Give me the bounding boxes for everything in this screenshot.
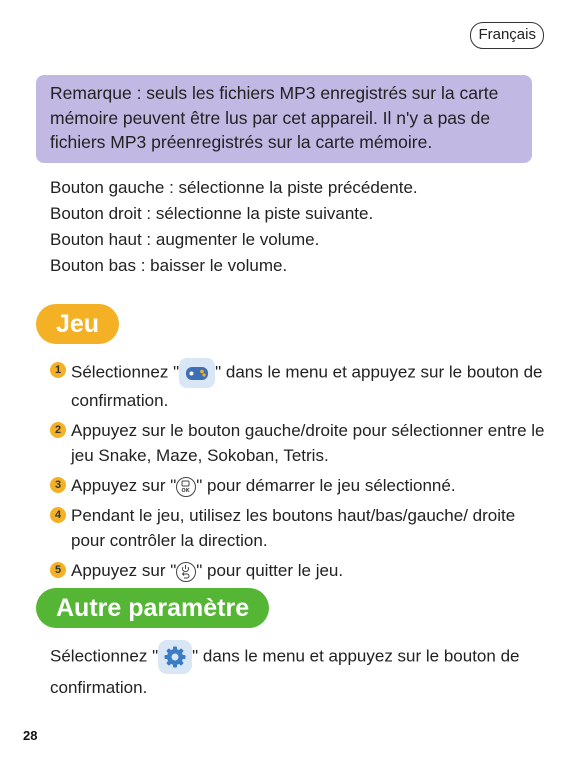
gamepad-icon xyxy=(179,358,215,388)
button-down-desc: Bouton bas : baisser le volume. xyxy=(50,256,288,275)
power-back-icon xyxy=(176,562,196,582)
button-right-desc: Bouton droit : sélectionne la piste suivante. xyxy=(50,204,374,223)
buttons-list xyxy=(50,175,418,279)
step-2: 2 Appuyez sur le bouton gauche/droite pour sélectionner entre le jeu Snake, Maze, Sokoban, Tetris. xyxy=(50,418,550,468)
note-box: Remarque : seuls les fichiers MP3 enregistrés sur la carte mémoire peuvent être lus par cet appareil. Il n'y a pas de fichiers MP3 préenregistrés sur la carte mémoire. xyxy=(36,75,532,163)
section-title-autre-parametre: Autre paramètre xyxy=(36,588,269,628)
button-left-desc: Bouton gauche : sélectionne la piste précédente. xyxy=(50,178,418,197)
page-number: 28 xyxy=(23,728,38,743)
autre-parametre-text: Sélectionnez " " dans le menu et appuyez sur le bouton de confirmation. xyxy=(50,640,550,701)
step-5: 5 Appuyez sur " " pour quitter le jeu. xyxy=(50,558,550,583)
button-up-desc: Bouton haut : augmenter le volume. xyxy=(50,230,320,249)
ok-button-icon xyxy=(176,477,196,497)
step-number: 5 xyxy=(50,562,66,578)
language-badge: Français xyxy=(470,22,544,49)
section-title-jeu: Jeu xyxy=(36,304,119,344)
step-3: 3 Appuyez sur " OK " pour démarrer le jeu sélectionné. xyxy=(50,473,550,498)
step-1: 1 Sélectionnez " " dans le menu et appuyez sur le bouton de confirmation. xyxy=(50,358,550,413)
settings-icon xyxy=(158,640,192,674)
ok-label: OK xyxy=(181,487,190,494)
step-number: 3 xyxy=(50,477,66,493)
jeu-steps xyxy=(50,358,550,588)
step-number: 1 xyxy=(50,362,66,378)
step-4: 4 Pendant le jeu, utilisez les boutons haut/bas/gauche/ droite pour contrôler la direction. xyxy=(50,503,550,553)
step-number: 2 xyxy=(50,422,66,438)
step-number: 4 xyxy=(50,507,66,523)
